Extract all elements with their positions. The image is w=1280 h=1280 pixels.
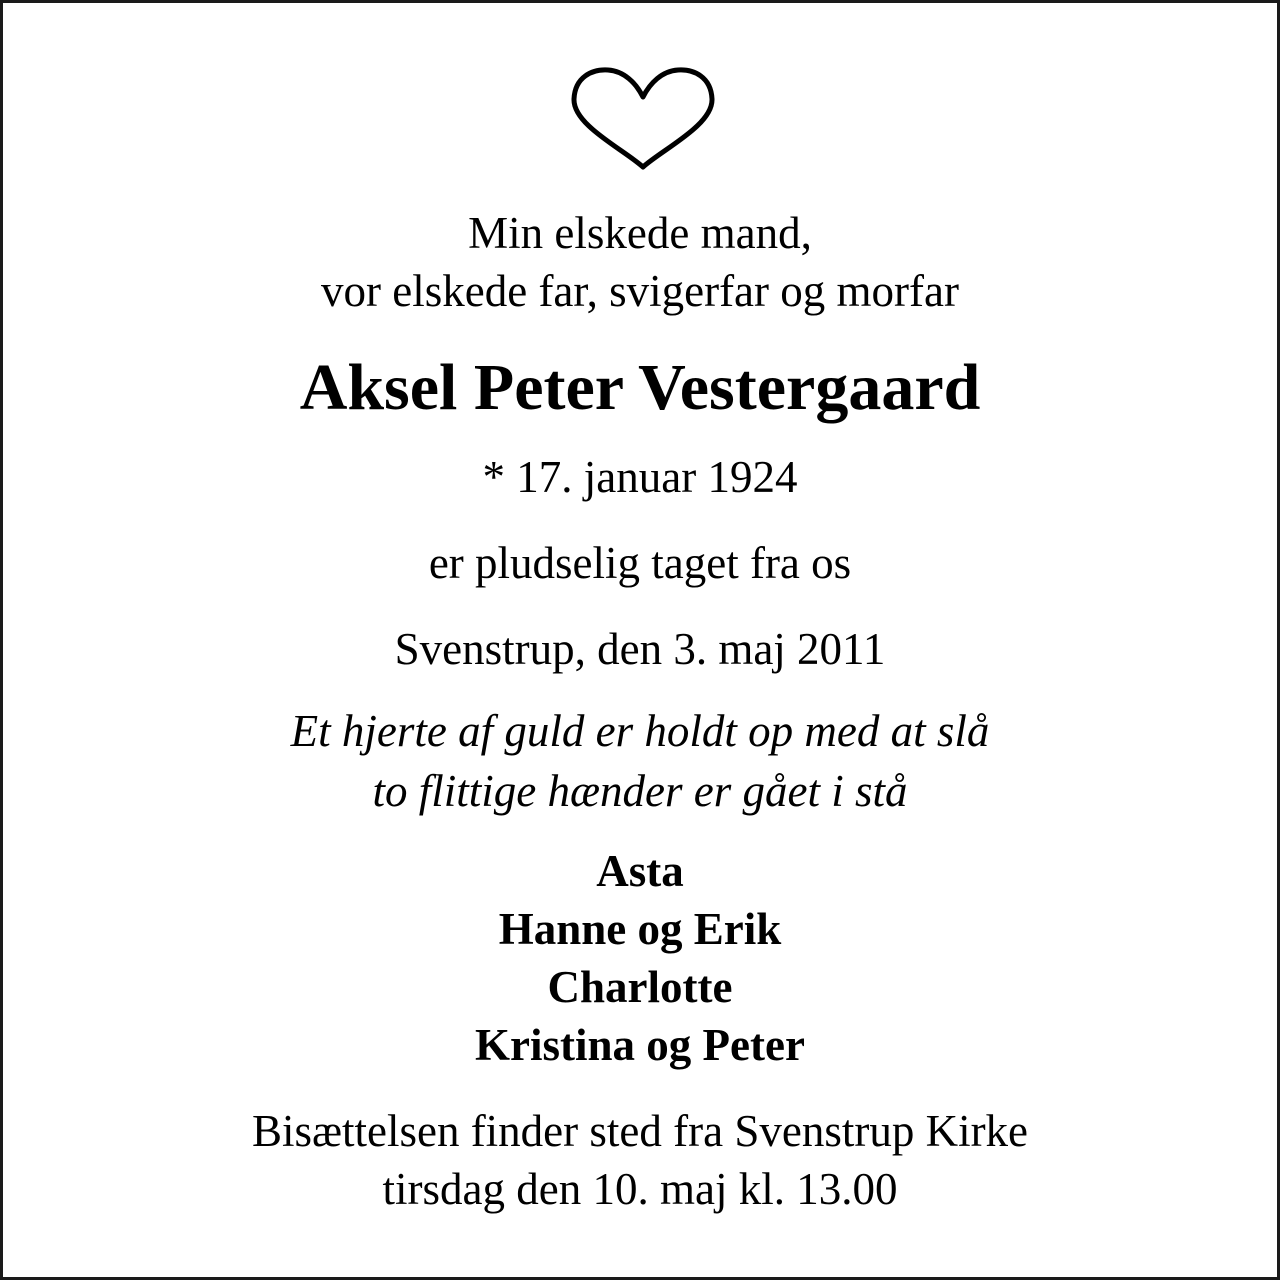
verse-line-2: to flittige hænder er gået i stå xyxy=(372,766,908,816)
place-and-date: Svenstrup, den 3. maj 2011 xyxy=(394,624,886,674)
mourner-name: Asta xyxy=(596,846,684,896)
birth-date: * 17. januar 1924 xyxy=(482,452,798,502)
mourner-name: Charlotte xyxy=(547,962,733,1012)
passed-away-text: er pludselig taget fra os xyxy=(428,538,852,588)
funeral-line-1: Bisættelsen finder sted fra Svenstrup Kirke xyxy=(251,1106,1029,1156)
mourner-name: Kristina og Peter xyxy=(475,1020,805,1070)
intro-line-1: Min elskede mand, xyxy=(468,208,812,258)
mourner-name: Hanne og Erik xyxy=(498,904,782,954)
funeral-line-2: tirsdag den 10. maj kl. 13.00 xyxy=(382,1164,898,1214)
heart-outline-icon xyxy=(568,63,718,175)
deceased-name: Aksel Peter Vestergaard xyxy=(299,351,981,424)
verse-line-1: Et hjerte af guld er holdt op med at slå xyxy=(290,706,990,756)
intro-line-2: vor elskede far, svigerfar og morfar xyxy=(321,266,959,316)
